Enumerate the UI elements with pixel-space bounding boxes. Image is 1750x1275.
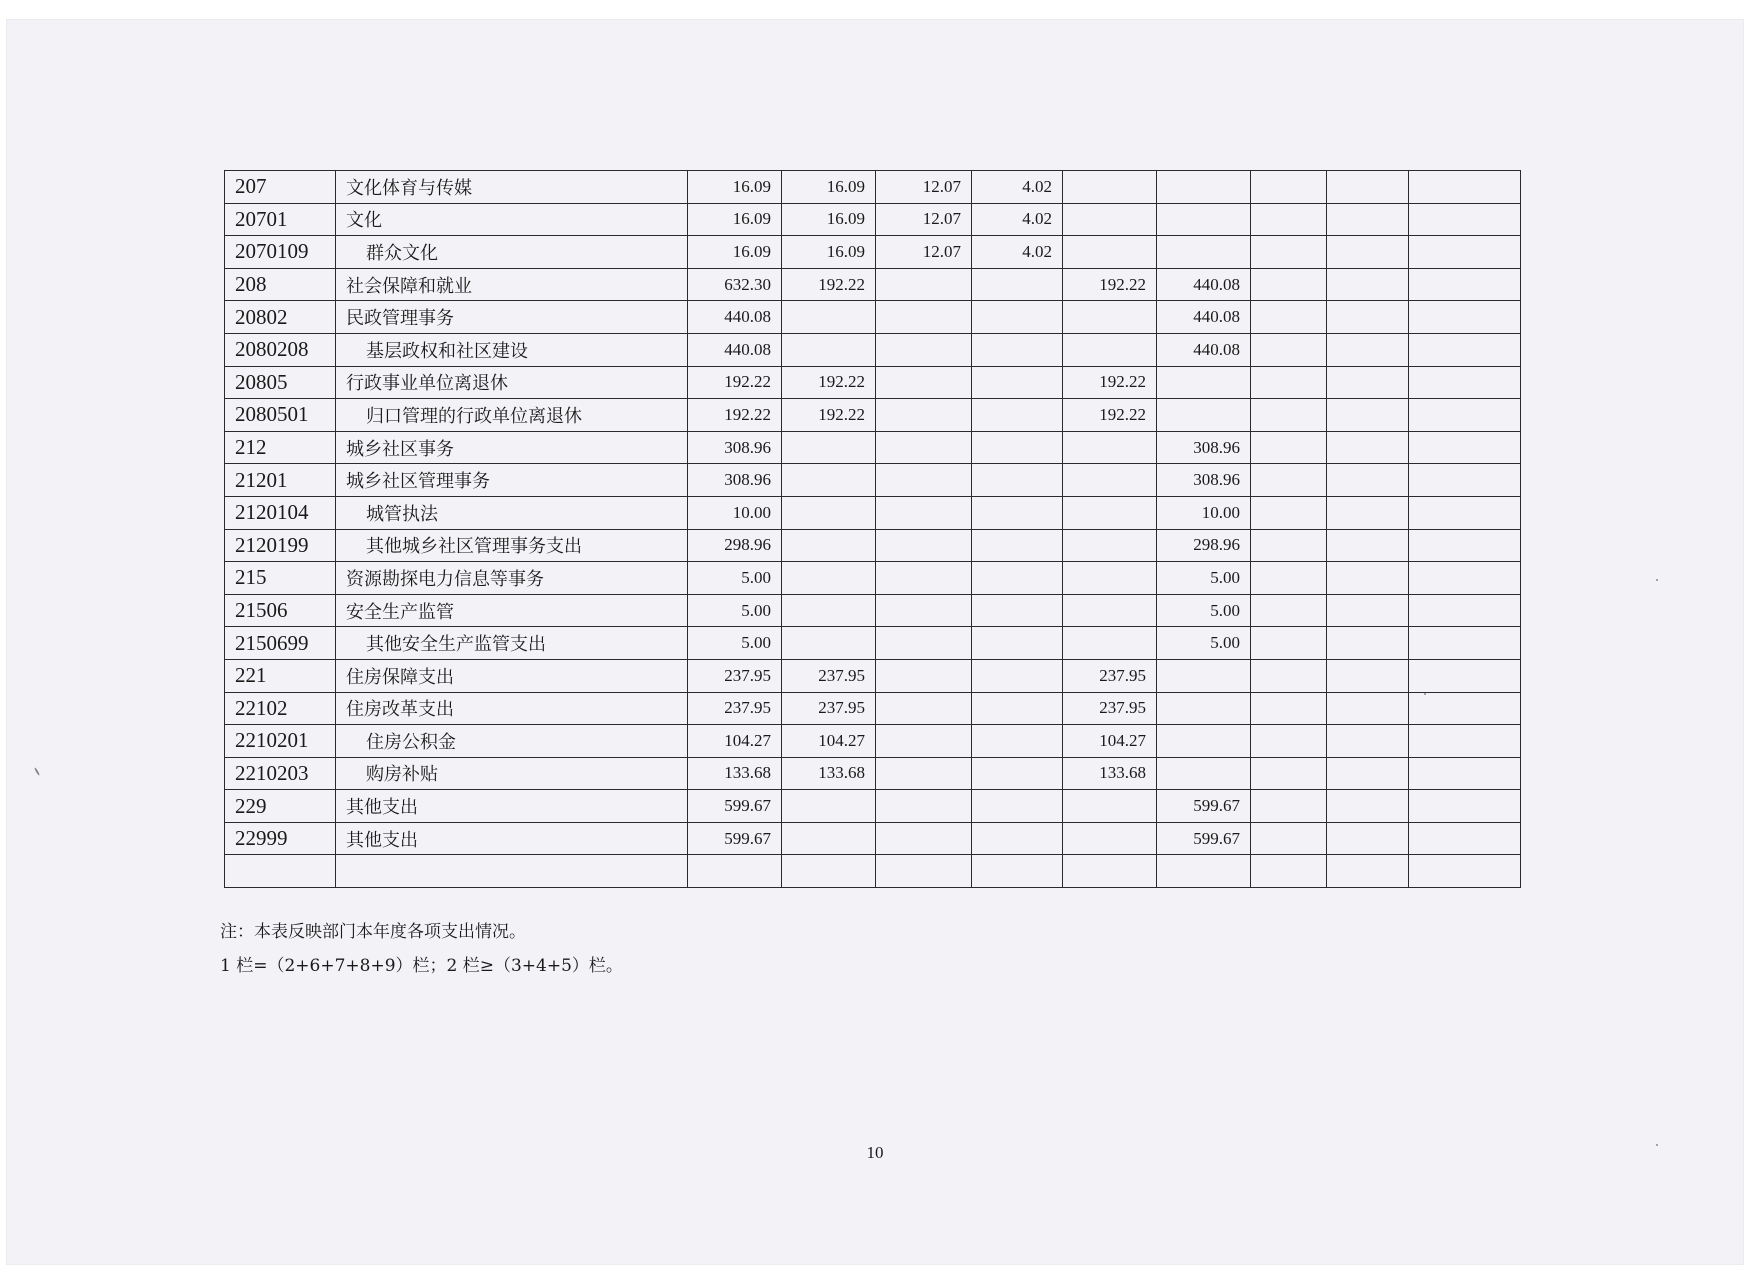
scan-speck: [1656, 579, 1658, 581]
amount-cell-col-3: [876, 301, 972, 334]
amount-cell-col-3: [876, 790, 972, 823]
table-row: [225, 692, 1521, 725]
amount-cell-col-3: [876, 594, 972, 627]
table-row: [225, 822, 1521, 855]
amount-cell-col-1: 5.00: [688, 594, 782, 627]
amount-cell-col-2: 192.22: [782, 399, 876, 432]
amount-cell-col-8: [1327, 692, 1409, 725]
amount-cell-col-2: [782, 496, 876, 529]
amount-cell-col-7: [1251, 855, 1327, 888]
amount-cell-col-5: 237.95: [1063, 692, 1157, 725]
amount-cell-col-9: [1409, 236, 1521, 269]
amount-cell-col-7: [1251, 822, 1327, 855]
amount-cell-col-4: [972, 496, 1063, 529]
amount-cell-col-4: [972, 399, 1063, 432]
amount-cell-col-5: 237.95: [1063, 659, 1157, 692]
amount-cell-col-8: [1327, 562, 1409, 595]
category-code-cell: 20802: [225, 301, 336, 334]
note-line-2: 1 栏=（2+6+7+8+9）栏；2 栏≥（3+4+5）栏。: [220, 956, 623, 976]
category-name-cell: 基层政权和社区建设: [336, 333, 688, 366]
amount-cell-col-9: [1409, 855, 1521, 888]
amount-cell-col-7: [1251, 594, 1327, 627]
amount-cell-col-5: [1063, 171, 1157, 204]
amount-cell-col-8: [1327, 366, 1409, 399]
amount-cell-col-8: [1327, 431, 1409, 464]
amount-cell-col-5: [1063, 496, 1157, 529]
amount-cell-col-7: [1251, 366, 1327, 399]
amount-cell-col-9: [1409, 496, 1521, 529]
amount-cell-col-3: [876, 529, 972, 562]
amount-cell-col-4: [972, 594, 1063, 627]
amount-cell-col-6: [1157, 725, 1251, 758]
table-row: [225, 496, 1521, 529]
category-code-cell: 2080208: [225, 333, 336, 366]
amount-cell-col-7: [1251, 692, 1327, 725]
category-code-cell: 20805: [225, 366, 336, 399]
table-body: [225, 171, 1521, 888]
amount-cell-col-2: 133.68: [782, 757, 876, 790]
amount-cell-col-4: [972, 529, 1063, 562]
amount-cell-col-7: [1251, 562, 1327, 595]
amount-cell-col-5: [1063, 855, 1157, 888]
amount-cell-col-1: 16.09: [688, 236, 782, 269]
amount-cell-col-6: 10.00: [1157, 496, 1251, 529]
table-row: [225, 203, 1521, 236]
amount-cell-col-3: 12.07: [876, 171, 972, 204]
category-name-cell: 行政事业单位离退休: [336, 366, 688, 399]
amount-cell-col-9: [1409, 659, 1521, 692]
amount-cell-col-1: 308.96: [688, 464, 782, 497]
category-name-cell: 其他支出: [336, 790, 688, 823]
amount-cell-col-8: [1327, 301, 1409, 334]
amount-cell-col-6: 599.67: [1157, 822, 1251, 855]
amount-cell-col-6: 5.00: [1157, 594, 1251, 627]
amount-cell-col-5: [1063, 464, 1157, 497]
amount-cell-col-7: [1251, 171, 1327, 204]
table-row: [225, 790, 1521, 823]
amount-cell-col-1: 599.67: [688, 822, 782, 855]
amount-cell-col-1: 599.67: [688, 790, 782, 823]
category-code-cell: 2150699: [225, 627, 336, 660]
amount-cell-col-9: [1409, 464, 1521, 497]
amount-cell-col-4: [972, 790, 1063, 823]
table-row: [225, 171, 1521, 204]
amount-cell-col-1: 5.00: [688, 627, 782, 660]
amount-cell-col-1: 192.22: [688, 399, 782, 432]
category-name-cell: 住房改革支出: [336, 692, 688, 725]
amount-cell-col-7: [1251, 757, 1327, 790]
category-name-cell: 文化体育与传媒: [336, 171, 688, 204]
amount-cell-col-7: [1251, 236, 1327, 269]
category-code-cell: 22999: [225, 822, 336, 855]
amount-cell-col-8: [1327, 236, 1409, 269]
amount-cell-col-6: [1157, 855, 1251, 888]
amount-cell-col-3: [876, 855, 972, 888]
amount-cell-col-8: [1327, 725, 1409, 758]
table-row: [225, 333, 1521, 366]
amount-cell-col-4: [972, 627, 1063, 660]
amount-cell-col-5: [1063, 203, 1157, 236]
category-name-cell: 购房补贴: [336, 757, 688, 790]
amount-cell-col-4: [972, 464, 1063, 497]
category-name-cell: 民政管理事务: [336, 301, 688, 334]
amount-cell-col-4: [972, 301, 1063, 334]
amount-cell-col-2: 104.27: [782, 725, 876, 758]
table-row: [225, 301, 1521, 334]
category-name-cell: 文化: [336, 203, 688, 236]
category-name-cell: 城乡社区管理事务: [336, 464, 688, 497]
amount-cell-col-8: [1327, 333, 1409, 366]
category-code-cell: 2120104: [225, 496, 336, 529]
category-name-cell: 社会保障和就业: [336, 268, 688, 301]
amount-cell-col-9: [1409, 431, 1521, 464]
amount-cell-col-6: 599.67: [1157, 790, 1251, 823]
amount-cell-col-6: 5.00: [1157, 562, 1251, 595]
table-row: [225, 855, 1521, 888]
amount-cell-col-2: [782, 562, 876, 595]
amount-cell-col-4: [972, 757, 1063, 790]
amount-cell-col-4: [972, 366, 1063, 399]
amount-cell-col-2: [782, 627, 876, 660]
category-code-cell: 20701: [225, 203, 336, 236]
amount-cell-col-9: [1409, 366, 1521, 399]
scan-speck: [34, 767, 40, 776]
amount-cell-col-3: [876, 496, 972, 529]
amount-cell-col-9: [1409, 301, 1521, 334]
amount-cell-col-6: [1157, 692, 1251, 725]
amount-cell-col-4: 4.02: [972, 171, 1063, 204]
amount-cell-col-8: [1327, 268, 1409, 301]
amount-cell-col-6: [1157, 203, 1251, 236]
amount-cell-col-1: 16.09: [688, 171, 782, 204]
expense-table: [224, 170, 1521, 888]
amount-cell-col-9: [1409, 268, 1521, 301]
table-row: [225, 236, 1521, 269]
amount-cell-col-4: 4.02: [972, 236, 1063, 269]
amount-cell-col-6: [1157, 399, 1251, 432]
amount-cell-col-7: [1251, 725, 1327, 758]
amount-cell-col-3: [876, 399, 972, 432]
amount-cell-col-9: [1409, 203, 1521, 236]
category-code-cell: 207: [225, 171, 336, 204]
amount-cell-col-3: 12.07: [876, 236, 972, 269]
amount-cell-col-1: 192.22: [688, 366, 782, 399]
amount-cell-col-5: [1063, 627, 1157, 660]
amount-cell-col-7: [1251, 399, 1327, 432]
category-name-cell: 住房保障支出: [336, 659, 688, 692]
category-code-cell: 2120199: [225, 529, 336, 562]
amount-cell-col-5: [1063, 529, 1157, 562]
category-code-cell: 221: [225, 659, 336, 692]
amount-cell-col-5: [1063, 594, 1157, 627]
amount-cell-col-3: [876, 366, 972, 399]
amount-cell-col-4: [972, 562, 1063, 595]
amount-cell-col-7: [1251, 268, 1327, 301]
amount-cell-col-7: [1251, 333, 1327, 366]
amount-cell-col-3: [876, 659, 972, 692]
category-name-cell: [336, 855, 688, 888]
amount-cell-col-2: [782, 333, 876, 366]
category-code-cell: 2210203: [225, 757, 336, 790]
amount-cell-col-6: [1157, 659, 1251, 692]
amount-cell-col-9: [1409, 333, 1521, 366]
amount-cell-col-7: [1251, 529, 1327, 562]
amount-cell-col-4: [972, 822, 1063, 855]
category-code-cell: 21201: [225, 464, 336, 497]
table-row: [225, 366, 1521, 399]
amount-cell-col-9: [1409, 725, 1521, 758]
amount-cell-col-3: [876, 268, 972, 301]
category-code-cell: 215: [225, 562, 336, 595]
category-code-cell: 208: [225, 268, 336, 301]
category-code-cell: 212: [225, 431, 336, 464]
amount-cell-col-4: [972, 268, 1063, 301]
amount-cell-col-9: [1409, 562, 1521, 595]
amount-cell-col-8: [1327, 757, 1409, 790]
category-code-cell: 2070109: [225, 236, 336, 269]
amount-cell-col-5: [1063, 301, 1157, 334]
amount-cell-col-7: [1251, 301, 1327, 334]
amount-cell-col-8: [1327, 594, 1409, 627]
table-row: [225, 399, 1521, 432]
amount-cell-col-1: 104.27: [688, 725, 782, 758]
amount-cell-col-5: 192.22: [1063, 268, 1157, 301]
amount-cell-col-8: [1327, 659, 1409, 692]
amount-cell-col-2: [782, 431, 876, 464]
amount-cell-col-7: [1251, 496, 1327, 529]
amount-cell-col-4: 4.02: [972, 203, 1063, 236]
category-name-cell: 住房公积金: [336, 725, 688, 758]
amount-cell-col-7: [1251, 659, 1327, 692]
amount-cell-col-4: [972, 725, 1063, 758]
table-row: [225, 659, 1521, 692]
category-code-cell: 229: [225, 790, 336, 823]
amount-cell-col-6: 440.08: [1157, 301, 1251, 334]
amount-cell-col-7: [1251, 203, 1327, 236]
amount-cell-col-3: [876, 333, 972, 366]
amount-cell-col-5: [1063, 562, 1157, 595]
amount-cell-col-1: 237.95: [688, 659, 782, 692]
amount-cell-col-8: [1327, 529, 1409, 562]
amount-cell-col-3: [876, 627, 972, 660]
amount-cell-col-1: 440.08: [688, 333, 782, 366]
amount-cell-col-1: 5.00: [688, 562, 782, 595]
category-name-cell: 城乡社区事务: [336, 431, 688, 464]
amount-cell-col-8: [1327, 171, 1409, 204]
amount-cell-col-6: 440.08: [1157, 333, 1251, 366]
amount-cell-col-6: [1157, 366, 1251, 399]
category-name-cell: 其他安全生产监管支出: [336, 627, 688, 660]
amount-cell-col-6: 308.96: [1157, 464, 1251, 497]
table-row: [225, 464, 1521, 497]
amount-cell-col-9: [1409, 529, 1521, 562]
amount-cell-col-6: 308.96: [1157, 431, 1251, 464]
amount-cell-col-2: 16.09: [782, 236, 876, 269]
amount-cell-col-7: [1251, 790, 1327, 823]
amount-cell-col-1: 308.96: [688, 431, 782, 464]
table-row: [225, 594, 1521, 627]
amount-cell-col-9: [1409, 171, 1521, 204]
amount-cell-col-6: [1157, 171, 1251, 204]
amount-cell-col-8: [1327, 627, 1409, 660]
amount-cell-col-1: 632.30: [688, 268, 782, 301]
amount-cell-col-1: 440.08: [688, 301, 782, 334]
amount-cell-col-2: [782, 529, 876, 562]
category-name-cell: 归口管理的行政单位离退休: [336, 399, 688, 432]
amount-cell-col-5: 192.22: [1063, 399, 1157, 432]
amount-cell-col-9: [1409, 594, 1521, 627]
category-name-cell: 群众文化: [336, 236, 688, 269]
amount-cell-col-4: [972, 431, 1063, 464]
amount-cell-col-2: 16.09: [782, 171, 876, 204]
amount-cell-col-1: [688, 855, 782, 888]
amount-cell-col-8: [1327, 496, 1409, 529]
amount-cell-col-6: [1157, 236, 1251, 269]
table-row: [225, 431, 1521, 464]
amount-cell-col-2: [782, 822, 876, 855]
amount-cell-col-9: [1409, 790, 1521, 823]
amount-cell-col-2: 192.22: [782, 366, 876, 399]
amount-cell-col-1: 237.95: [688, 692, 782, 725]
amount-cell-col-7: [1251, 627, 1327, 660]
amount-cell-col-9: [1409, 757, 1521, 790]
amount-cell-col-8: [1327, 822, 1409, 855]
amount-cell-col-3: [876, 725, 972, 758]
amount-cell-col-2: [782, 594, 876, 627]
amount-cell-col-3: [876, 757, 972, 790]
amount-cell-col-2: 192.22: [782, 268, 876, 301]
amount-cell-col-2: [782, 301, 876, 334]
amount-cell-col-7: [1251, 431, 1327, 464]
category-code-cell: 22102: [225, 692, 336, 725]
amount-cell-col-5: [1063, 431, 1157, 464]
category-code-cell: 21506: [225, 594, 336, 627]
amount-cell-col-1: 16.09: [688, 203, 782, 236]
amount-cell-col-5: [1063, 333, 1157, 366]
table-row: [225, 529, 1521, 562]
amount-cell-col-5: 192.22: [1063, 366, 1157, 399]
amount-cell-col-8: [1327, 790, 1409, 823]
table-row: [225, 268, 1521, 301]
amount-cell-col-5: [1063, 790, 1157, 823]
amount-cell-col-1: 10.00: [688, 496, 782, 529]
category-code-cell: 2210201: [225, 725, 336, 758]
amount-cell-col-8: [1327, 399, 1409, 432]
amount-cell-col-9: [1409, 627, 1521, 660]
amount-cell-col-5: [1063, 236, 1157, 269]
category-name-cell: 安全生产监管: [336, 594, 688, 627]
amount-cell-col-4: [972, 333, 1063, 366]
page-number: 10: [866, 1143, 884, 1162]
amount-cell-col-2: [782, 464, 876, 497]
amount-cell-col-6: 440.08: [1157, 268, 1251, 301]
amount-cell-col-8: [1327, 203, 1409, 236]
amount-cell-col-4: [972, 855, 1063, 888]
amount-cell-col-4: [972, 659, 1063, 692]
amount-cell-col-9: [1409, 822, 1521, 855]
amount-cell-col-5: [1063, 822, 1157, 855]
amount-cell-col-9: [1409, 399, 1521, 432]
amount-cell-col-6: 5.00: [1157, 627, 1251, 660]
category-code-cell: 2080501: [225, 399, 336, 432]
amount-cell-col-4: [972, 692, 1063, 725]
amount-cell-col-9: [1409, 692, 1521, 725]
amount-cell-col-6: [1157, 757, 1251, 790]
amount-cell-col-2: 16.09: [782, 203, 876, 236]
table-row: [225, 562, 1521, 595]
amount-cell-col-5: 133.68: [1063, 757, 1157, 790]
amount-cell-col-7: [1251, 464, 1327, 497]
amount-cell-col-8: [1327, 464, 1409, 497]
amount-cell-col-2: 237.95: [782, 692, 876, 725]
amount-cell-col-3: [876, 692, 972, 725]
amount-cell-col-3: [876, 562, 972, 595]
category-name-cell: 其他支出: [336, 822, 688, 855]
amount-cell-col-5: 104.27: [1063, 725, 1157, 758]
amount-cell-col-3: [876, 431, 972, 464]
amount-cell-col-1: 298.96: [688, 529, 782, 562]
table-row: [225, 627, 1521, 660]
amount-cell-col-3: [876, 464, 972, 497]
table-row: [225, 757, 1521, 790]
table-row: [225, 725, 1521, 758]
amount-cell-col-2: [782, 855, 876, 888]
amount-cell-col-6: 298.96: [1157, 529, 1251, 562]
amount-cell-col-3: 12.07: [876, 203, 972, 236]
table-notes: [220, 915, 623, 983]
category-name-cell: 城管执法: [336, 496, 688, 529]
category-name-cell: 其他城乡社区管理事务支出: [336, 529, 688, 562]
category-code-cell: [225, 855, 336, 888]
amount-cell-col-3: [876, 822, 972, 855]
amount-cell-col-2: [782, 790, 876, 823]
note-line-1: 注：本表反映部门本年度各项支出情况。: [220, 922, 526, 942]
amount-cell-col-2: 237.95: [782, 659, 876, 692]
category-name-cell: 资源勘探电力信息等事务: [336, 562, 688, 595]
amount-cell-col-8: [1327, 855, 1409, 888]
amount-cell-col-1: 133.68: [688, 757, 782, 790]
